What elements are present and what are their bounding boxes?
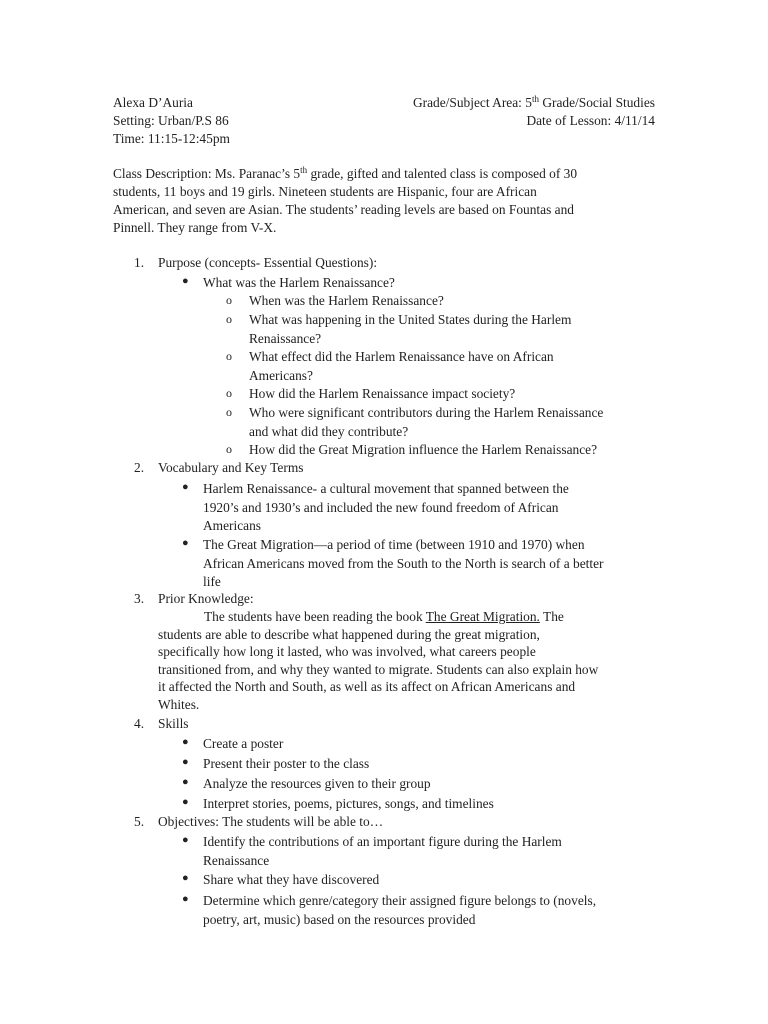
- section-number: 2.: [134, 460, 145, 475]
- bullet-icon: ●: [182, 481, 189, 493]
- purpose-question: Who were significant contributors during the Harlem Renaissance and what did they contribute?: [249, 405, 604, 439]
- objective-item: Share what they have discovered: [203, 872, 380, 887]
- lesson-time: Time: 11:15-12:45pm: [113, 131, 230, 146]
- vocabulary-term: The Great Migration—a period of time (between 1910 and 1970) when African Americans moved from the South to the North is search of a better life: [203, 537, 604, 589]
- skill-item: Interpret stories, poems, pictures, songs, and timelines: [203, 796, 494, 811]
- sub-bullet-icon: o: [226, 293, 232, 307]
- sub-bullet-icon: o: [226, 405, 232, 419]
- book-title: The Great Migration.: [425, 609, 540, 624]
- bullet-icon: ●: [182, 872, 189, 884]
- author-name: Alexa D’Auria: [113, 95, 193, 110]
- grade-subject-area: Grade/Subject Area: 5th Grade/Social Studies: [412, 94, 655, 110]
- bullet-icon: ●: [182, 893, 189, 905]
- section-title-purpose: Purpose (concepts- Essential Questions):: [158, 255, 378, 270]
- section-title-objectives: Objectives: The students will be able to…: [158, 814, 384, 829]
- bullet-icon: ●: [182, 756, 189, 768]
- purpose-question: What was happening in the United States during the Harlem Renaissance?: [249, 312, 572, 346]
- bullet-icon: ●: [182, 796, 189, 808]
- bullet-icon: ●: [182, 776, 189, 788]
- section-title-prior-knowledge: Prior Knowledge:: [158, 591, 254, 606]
- purpose-question: How did the Harlem Renaissance impact society?: [249, 386, 516, 401]
- objective-item: Determine which genre/category their assigned figure belongs to (novels, poetry, art, music) based on the resources provided: [203, 893, 597, 927]
- prior-knowledge-paragraph: The students have been reading the book The Great Migration. The students are able to describe what happened during the great migration, specifically how long it lasted, who was involved, what careers people transitioned from, and why they wanted to migrate. Students can also explain how it affected the North and South, as well as its affect on African Americans and Whites.: [158, 609, 599, 712]
- bullet-icon: ●: [182, 736, 189, 748]
- class-description: [113, 165, 653, 237]
- section-number: 3.: [134, 591, 145, 606]
- skill-item: Present their poster to the class: [203, 756, 370, 771]
- sub-bullet-icon: o: [226, 312, 232, 326]
- objective-item: Identify the contributions of an important figure during the Harlem Renaissance: [203, 834, 562, 868]
- bullet-icon: ●: [182, 537, 189, 549]
- purpose-question: When was the Harlem Renaissance?: [249, 293, 444, 308]
- purpose-question: How did the Great Migration influence the Harlem Renaissance?: [249, 442, 598, 457]
- section-number: 1.: [134, 255, 145, 270]
- sub-bullet-icon: o: [226, 442, 232, 456]
- lesson-date: Date of Lesson: 4/11/14: [526, 113, 655, 128]
- header-row-2: [113, 112, 655, 130]
- header-row-1: [113, 94, 655, 112]
- setting: Setting: Urban/P.S 86: [113, 113, 229, 128]
- skill-item: Analyze the resources given to their group: [203, 776, 431, 791]
- vocabulary-term: Harlem Renaissance- a cultural movement that spanned between the 1920’s and 1930’s and included the new found freedom of African Americans: [203, 481, 569, 533]
- section-title-skills: Skills: [158, 716, 189, 731]
- class-description-line: Pinnell. They range from V-X.: [113, 220, 277, 235]
- section-number: 4.: [134, 716, 145, 731]
- sub-bullet-icon: o: [226, 349, 232, 363]
- purpose-question: What effect did the Harlem Renaissance have on African Americans?: [249, 349, 554, 383]
- sub-bullet-icon: o: [226, 386, 232, 400]
- header-row-3: [113, 130, 655, 148]
- section-title-vocabulary: Vocabulary and Key Terms: [158, 460, 304, 475]
- skill-item: Create a poster: [203, 736, 284, 751]
- section-number: 5.: [134, 814, 145, 829]
- class-description-line: American, and seven are Asian. The students’ reading levels are based on Fountas and: [113, 202, 574, 217]
- class-description-line: Class Description: Ms. Paranac’s 5th grade, gifted and talented class is composed of 30: [113, 165, 578, 181]
- bullet-icon: ●: [182, 275, 189, 287]
- purpose-main-question: What was the Harlem Renaissance?: [203, 275, 395, 290]
- class-description-line: students, 11 boys and 19 girls. Nineteen students are Hispanic, four are African: [113, 184, 537, 199]
- bullet-icon: ●: [182, 834, 189, 846]
